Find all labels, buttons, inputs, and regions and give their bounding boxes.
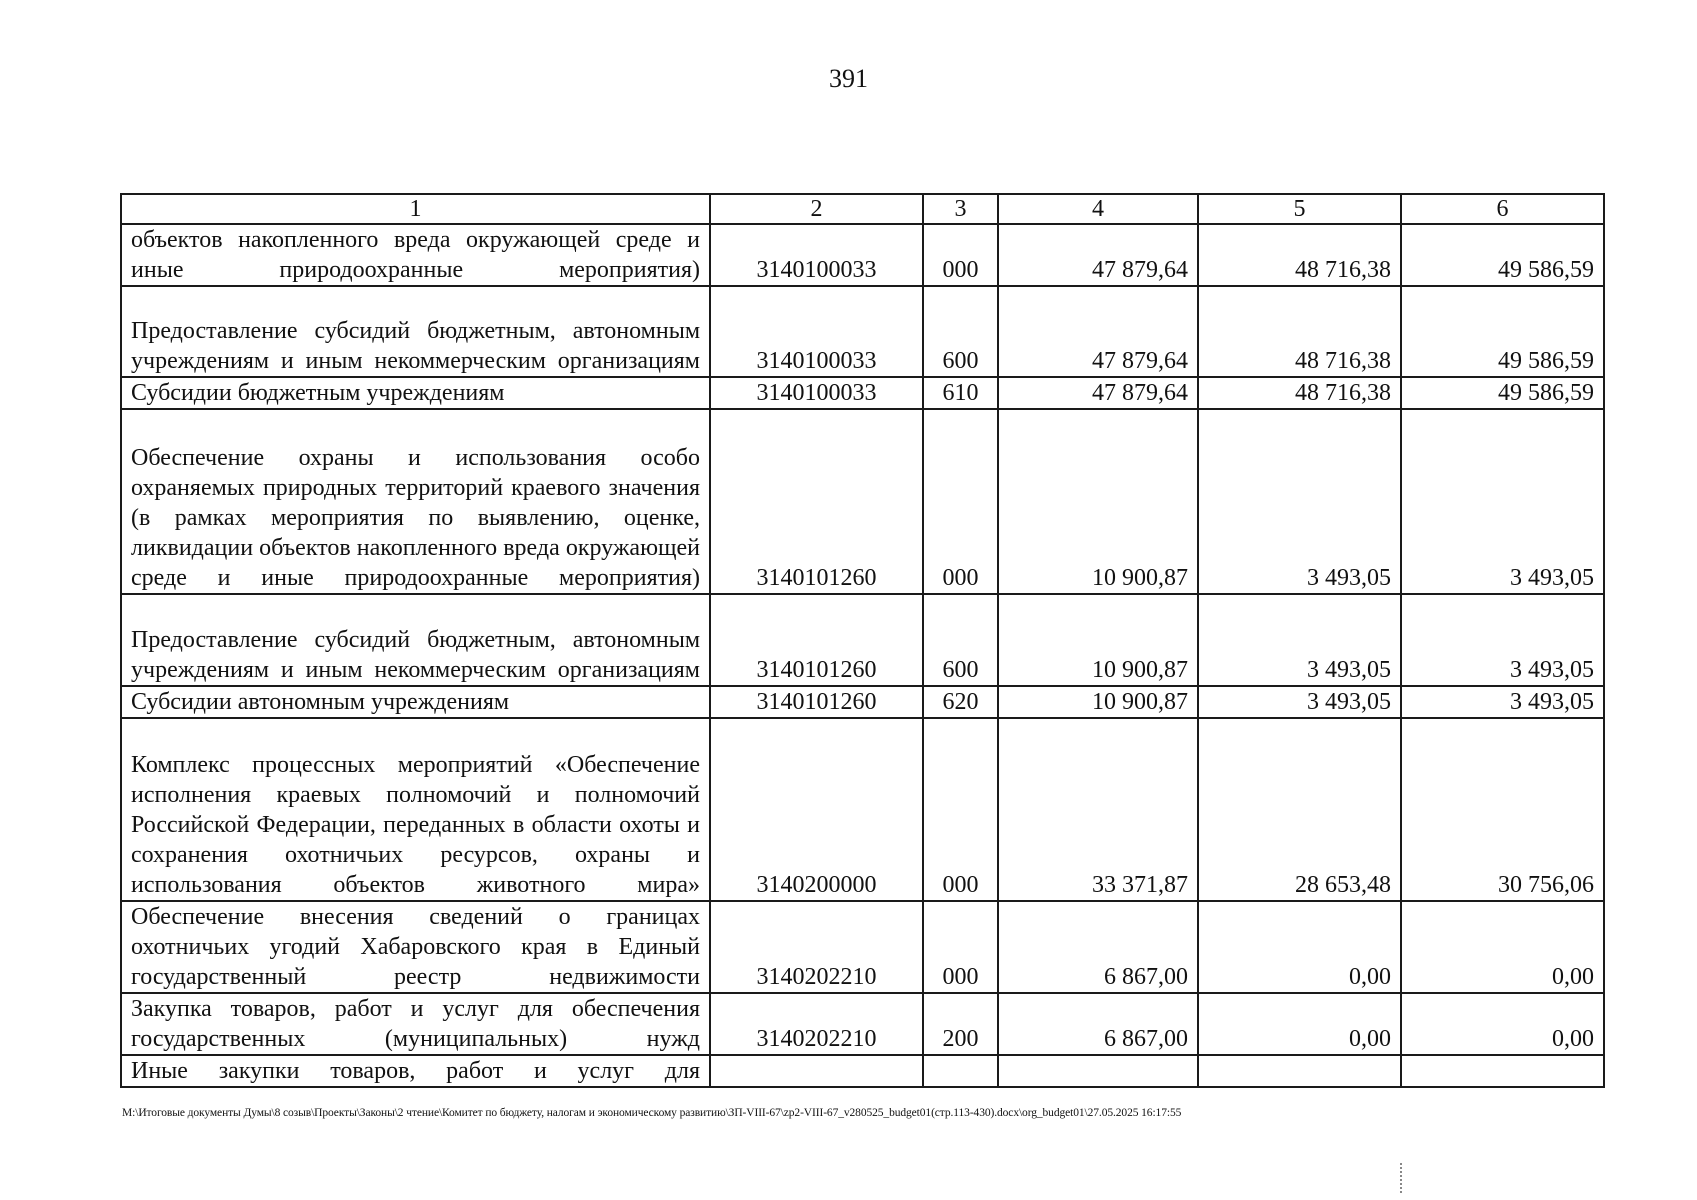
table-row xyxy=(121,993,1604,1055)
page-number: 391 xyxy=(829,64,868,93)
row-code: 3140200000 xyxy=(710,718,923,901)
row-value-1 xyxy=(998,1055,1198,1087)
budget-table xyxy=(120,193,1605,1088)
row-name: Обеспечение внесения сведений о границах охотничьих угодий Хабаровского края в Единый государственный реестр недвижимости xyxy=(121,901,710,993)
table-row xyxy=(121,686,1604,718)
row-code: 3140100033 xyxy=(710,224,923,286)
table-row xyxy=(121,901,1604,993)
row-name: Субсидии бюджетным учреждениям xyxy=(121,377,710,409)
row-code: 3140100033 xyxy=(710,377,923,409)
column-header: 6 xyxy=(1401,194,1604,224)
row-value-1: 33 371,87 xyxy=(998,718,1198,901)
row-value-2 xyxy=(1198,1055,1401,1087)
column-header: 4 xyxy=(998,194,1198,224)
row-expense-type: 000 xyxy=(923,409,998,594)
row-value-3: 3 493,05 xyxy=(1401,409,1604,594)
row-expense-type: 000 xyxy=(923,718,998,901)
row-name: Предоставление субсидий бюджетным, автономным учреждениям и иным некоммерческим организациям xyxy=(121,594,710,686)
row-value-3: 49 586,59 xyxy=(1401,377,1604,409)
row-expense-type xyxy=(923,1055,998,1087)
row-value-1: 47 879,64 xyxy=(998,224,1198,286)
row-value-3: 3 493,05 xyxy=(1401,686,1604,718)
row-expense-type: 200 xyxy=(923,993,998,1055)
row-value-2: 0,00 xyxy=(1198,901,1401,993)
table-header-row xyxy=(121,194,1604,224)
table-row xyxy=(121,224,1604,286)
row-code: 3140101260 xyxy=(710,594,923,686)
row-value-2: 3 493,05 xyxy=(1198,686,1401,718)
row-name: объектов накопленного вреда окружающей среде и иные природоохранные мероприятия) xyxy=(121,224,710,286)
table-row xyxy=(121,1055,1604,1087)
table-row xyxy=(121,718,1604,901)
row-value-2: 3 493,05 xyxy=(1198,594,1401,686)
row-name: Закупка товаров, работ и услуг для обеспечения государственных (муниципальных) нужд xyxy=(121,993,710,1055)
row-value-2: 48 716,38 xyxy=(1198,286,1401,377)
row-code: 3140202210 xyxy=(710,993,923,1055)
row-value-1: 6 867,00 xyxy=(998,901,1198,993)
row-value-1: 10 900,87 xyxy=(998,686,1198,718)
row-value-1: 47 879,64 xyxy=(998,286,1198,377)
row-value-3: 0,00 xyxy=(1401,993,1604,1055)
row-value-1: 10 900,87 xyxy=(998,594,1198,686)
column-header: 2 xyxy=(710,194,923,224)
column-header: 1 xyxy=(121,194,710,224)
table-row xyxy=(121,377,1604,409)
row-value-3: 30 756,06 xyxy=(1401,718,1604,901)
row-expense-type: 620 xyxy=(923,686,998,718)
table-row xyxy=(121,594,1604,686)
scan-edge-mark xyxy=(1400,1163,1404,1193)
row-code: 3140100033 xyxy=(710,286,923,377)
row-expense-type: 000 xyxy=(923,224,998,286)
row-value-2: 48 716,38 xyxy=(1198,224,1401,286)
row-name: Субсидии автономным учреждениям xyxy=(121,686,710,718)
row-expense-type: 610 xyxy=(923,377,998,409)
row-value-3: 3 493,05 xyxy=(1401,594,1604,686)
row-value-1: 47 879,64 xyxy=(998,377,1198,409)
row-value-3: 49 586,59 xyxy=(1401,286,1604,377)
row-name: Предоставление субсидий бюджетным, автономным учреждениям и иным некоммерческим организациям xyxy=(121,286,710,377)
row-value-1: 10 900,87 xyxy=(998,409,1198,594)
column-header: 5 xyxy=(1198,194,1401,224)
row-code: 3140202210 xyxy=(710,901,923,993)
footer-file-path: M:\Итоговые документы Думы\8 созыв\Проекты\Законы\2 чтение\Комитет по бюджету, налогам и экономическому развитию\ЗП-VIII-67\zp2-VIII-67_v280525_budget01(стр.113-430).docx\org_budget01\27.05.2025 16:17:55 xyxy=(122,1107,1182,1119)
row-code: 3140101260 xyxy=(710,686,923,718)
row-value-3: 49 586,59 xyxy=(1401,224,1604,286)
row-name: Обеспечение охраны и использования особо охраняемых природных территорий краевого значения (в рамках мероприятия по выявлению, оценке, ликвидации объектов накопленного вреда окружающей среде и иные природоохранные мероприятия) xyxy=(121,409,710,594)
row-name: Комплекс процессных мероприятий «Обеспечение исполнения краевых полномочий и полномочий Российской Федерации, переданных в области охоты и сохранения охотничьих ресурсов, охраны и использования объектов животного мира» xyxy=(121,718,710,901)
row-value-2: 48 716,38 xyxy=(1198,377,1401,409)
row-expense-type: 000 xyxy=(923,901,998,993)
row-value-3: 0,00 xyxy=(1401,901,1604,993)
row-code: 3140101260 xyxy=(710,409,923,594)
table-row xyxy=(121,286,1604,377)
row-value-2: 3 493,05 xyxy=(1198,409,1401,594)
row-value-3 xyxy=(1401,1055,1604,1087)
row-name: Иные закупки товаров, работ и услуг для xyxy=(121,1055,710,1087)
row-value-1: 6 867,00 xyxy=(998,993,1198,1055)
row-value-2: 0,00 xyxy=(1198,993,1401,1055)
row-value-2: 28 653,48 xyxy=(1198,718,1401,901)
column-header: 3 xyxy=(923,194,998,224)
row-expense-type: 600 xyxy=(923,286,998,377)
row-expense-type: 600 xyxy=(923,594,998,686)
row-code xyxy=(710,1055,923,1087)
table-row xyxy=(121,409,1604,594)
